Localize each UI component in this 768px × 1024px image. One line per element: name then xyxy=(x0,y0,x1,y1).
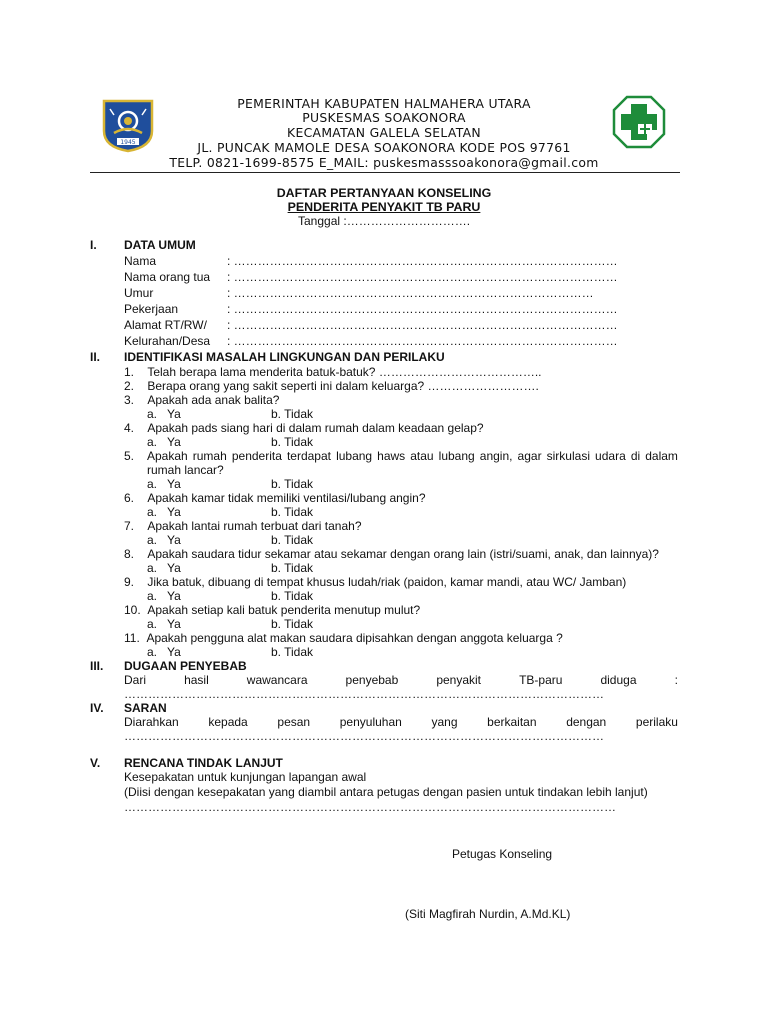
option-tidak: b. Tidak xyxy=(271,477,314,491)
option-ya: a. Ya xyxy=(147,561,181,575)
question-2: 2. Berapa orang yang sakit seperti ini dalam keluarga? ………………………. xyxy=(124,379,539,393)
option-tidak: b. Tidak xyxy=(271,589,314,603)
header-divider xyxy=(90,172,680,173)
section-3-dots: ………………………………………………………………………………………………………… xyxy=(124,687,604,701)
section-5-line-1: Kesepakatan untuk kunjungan lapangan awal xyxy=(124,770,367,784)
field-value-nama: : …………………………………………………………………………………… xyxy=(227,254,618,268)
date-field: Tanggal :…………………………. xyxy=(298,214,471,228)
option-ya: a. Ya xyxy=(147,589,181,603)
field-label-nama: Nama xyxy=(124,254,157,268)
field-value-umur: : ……………………………………………………………………………… xyxy=(227,286,594,300)
option-tidak: b. Tidak xyxy=(271,645,314,659)
question-1: 1. Telah berapa lama menderita batuk-batuk? ………………………………….. xyxy=(124,365,542,379)
section-5-heading: RENCANA TINDAK LANJUT xyxy=(124,756,283,770)
option-ya: a. Ya xyxy=(147,617,181,631)
question-9: 9. Jika batuk, dibuang di tempat khusus ludah/riak (paidon, kamar mandi, atau WC/ Jamban) xyxy=(124,575,627,589)
signature-role: Petugas Konseling xyxy=(452,847,553,861)
option-ya: a. Ya xyxy=(147,645,181,659)
field-label-umur: Umur xyxy=(124,286,154,300)
option-tidak: b. Tidak xyxy=(271,407,314,421)
question-3: 3. Apakah ada anak balita? xyxy=(124,393,280,407)
field-value-alamat: : …………………………………………………………………………………… xyxy=(227,318,618,332)
option-tidak: b. Tidak xyxy=(271,533,314,547)
question-5-number: 5. xyxy=(124,449,135,463)
option-tidak: b. Tidak xyxy=(271,617,314,631)
header-line-2: PUSKESMAS SOAKONORA xyxy=(302,110,466,125)
field-label-kelurahan: Kelurahan/Desa xyxy=(124,334,211,348)
section-4-number: IV. xyxy=(90,701,104,715)
question-8: 8. Apakah saudara tidur sekamar atau sekamar dengan orang lain (istri/suami, anak, dan lainnya)? xyxy=(124,547,659,561)
puskesmas-logo xyxy=(611,94,667,150)
option-tidak: b. Tidak xyxy=(271,435,314,449)
option-tidak: b. Tidak xyxy=(271,505,314,519)
section-3-text: Dari hasil wawancara penyebab penyakit TB-paru diduga : xyxy=(124,673,678,687)
section-3-heading: DUGAAN PENYEBAB xyxy=(124,659,247,673)
svg-text:1945: 1945 xyxy=(120,139,136,146)
option-ya: a. Ya xyxy=(147,435,181,449)
section-5-dots: …………………………………………………………………………………………………………… xyxy=(124,800,616,814)
header-line-4: JL. PUNCAK MAMOLE DESA SOAKONORA KODE POS 97761 xyxy=(197,140,571,155)
section-1-heading: DATA UMUM xyxy=(124,238,196,252)
field-label-alamat: Alamat RT/RW/ xyxy=(124,318,207,332)
question-6: 6. Apakah kamar tidak memiliki ventilasi/lubang angin? xyxy=(124,491,426,505)
header-line-1: PEMERINTAH KABUPATEN HALMAHERA UTARA xyxy=(237,96,531,111)
section-4-dots: ………………………………………………………………………………………………………… xyxy=(124,729,604,743)
option-tidak: b. Tidak xyxy=(271,561,314,575)
section-2-heading: IDENTIFIKASI MASALAH LINGKUNGAN DAN PERILAKU xyxy=(124,350,445,364)
question-10: 10. Apakah setiap kali batuk penderita menutup mulut? xyxy=(124,603,421,617)
document-title: DAFTAR PERTANYAAN KONSELING xyxy=(276,186,492,200)
option-ya: a. Ya xyxy=(147,477,181,491)
option-ya: a. Ya xyxy=(147,533,181,547)
option-ya: a. Ya xyxy=(147,505,181,519)
field-value-pekerjaan: : …………………………………………………………………………………… xyxy=(227,302,618,316)
header-line-5: TELP. 0821-1699-8575 E_MAIL: puskesmasssoakonora@gmail.com xyxy=(169,155,599,170)
question-5-line-2: rumah lancar? xyxy=(147,463,224,477)
question-5-line-1: Apakah rumah penderita terdapat lubang haws atau lubang angin, agar sirkulasi udara di dalam xyxy=(147,449,678,463)
question-11: 11. Apakah pengguna alat makan saudara dipisahkan dengan anggota keluarga ? xyxy=(124,631,563,645)
section-5-line-2: (Diisi dengan kesepakatan yang diambil antara petugas dengan pasien untuk tindakan lebih lanjut) xyxy=(124,785,648,799)
section-1-number: I. xyxy=(90,238,97,252)
regency-logo xyxy=(100,97,156,153)
question-7: 7. Apakah lantai rumah terbuat dari tanah? xyxy=(124,519,362,533)
section-2-number: II. xyxy=(90,350,101,364)
section-5-number: V. xyxy=(90,756,101,770)
section-4-text: Diarahkan kepada pesan penyuluhan yang berkaitan dengan perilaku xyxy=(124,715,678,729)
document-subtitle: PENDERITA PENYAKIT TB PARU xyxy=(287,200,481,214)
section-3-number: III. xyxy=(90,659,104,673)
field-label-pekerjaan: Pekerjaan xyxy=(124,302,179,316)
question-4: 4. Apakah pads siang hari di dalam rumah dalam keadaan gelap? xyxy=(124,421,484,435)
option-ya: a. Ya xyxy=(147,407,181,421)
field-label-nama-orang-tua: Nama orang tua xyxy=(124,270,211,284)
header-line-3: KECAMATAN GALELA SELATAN xyxy=(287,125,481,140)
signature-name: (Siti Magfirah Nurdin, A.Md.KL) xyxy=(405,907,571,921)
section-4-heading: SARAN xyxy=(124,701,167,715)
field-value-kelurahan: : …………………………………………………………………………………… xyxy=(227,334,618,348)
field-value-nama-orang-tua: : …………………………………………………………………………………… xyxy=(227,270,618,284)
